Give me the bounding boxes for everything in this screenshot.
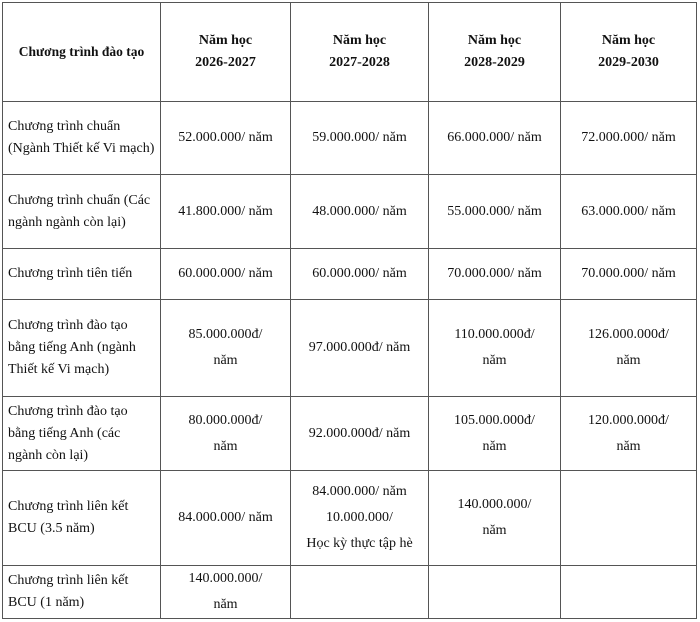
- fee-cell-year-1: [161, 566, 291, 619]
- fee-line: 52.000.000/ năm: [178, 130, 273, 145]
- fee-cell-year-2: [291, 102, 429, 175]
- header-year-range: 2028-2029: [464, 55, 525, 70]
- fee-line: 66.000.000/ năm: [447, 130, 542, 145]
- fee-cell-year-1: [161, 397, 291, 471]
- header-year-label: Năm học: [332, 33, 387, 48]
- fee-cell-year-4: [561, 471, 697, 566]
- header-program-label: Chương trình đào tạo: [18, 44, 145, 59]
- table-row: [3, 397, 697, 471]
- fee-line: 120.000.000đ/: [588, 412, 669, 428]
- fee-line: 10.000.000/: [326, 510, 393, 525]
- header-program: [3, 3, 161, 102]
- table-row: [3, 471, 697, 566]
- header-year-2028-2029: [429, 3, 561, 102]
- header-year-label: Năm học: [467, 33, 522, 48]
- fee-line: 84.000.000/ năm: [178, 510, 273, 525]
- fee-cell-year-4: [561, 566, 697, 619]
- fee-line: 55.000.000/ năm: [447, 203, 542, 219]
- program-name-cell: Chương trình chuẩn (Ngành Thiết kế Vi mạch): [3, 102, 161, 175]
- fee-line: năm: [482, 438, 507, 454]
- fee-cell-year-2: [291, 566, 429, 619]
- fee-cell-year-4: [561, 397, 697, 471]
- fee-cell-year-1: [161, 471, 291, 566]
- header-year-range: 2029-2030: [598, 55, 659, 70]
- program-name-cell: Chương trình tiên tiến: [3, 249, 161, 300]
- fee-cell-year-3: [429, 249, 561, 300]
- fee-cell-year-3: [429, 102, 561, 175]
- fee-cell-year-2: [291, 397, 429, 471]
- fee-line: 59.000.000/ năm: [312, 130, 407, 145]
- table-body: [3, 102, 697, 619]
- fee-line: năm: [213, 438, 238, 454]
- fee-cell-year-3: [429, 300, 561, 397]
- fee-line: năm: [482, 353, 507, 368]
- fee-cell-year-1: [161, 102, 291, 175]
- fee-line: 48.000.000/ năm: [312, 203, 407, 219]
- fee-line: năm: [616, 353, 641, 368]
- fee-line: 41.800.000/ năm: [178, 203, 273, 219]
- header-year-range: 2027-2028: [329, 55, 390, 70]
- fee-line: 110.000.000đ/: [454, 327, 535, 342]
- fee-line: 72.000.000/ năm: [581, 130, 676, 145]
- table-row: [3, 249, 697, 300]
- fee-line: 140.000.000/: [188, 571, 263, 586]
- fee-line: 63.000.000/ năm: [581, 203, 676, 219]
- fee-cell-year-4: [561, 300, 697, 397]
- tuition-fee-table: [2, 2, 697, 619]
- fee-cell-year-2: [291, 175, 429, 249]
- fee-line: 60.000.000/ năm: [312, 266, 407, 281]
- fee-cell-year-3: [429, 175, 561, 249]
- fee-line: năm: [213, 353, 238, 368]
- program-name-cell: Chương trình đào tạo bằng tiếng Anh (các ngành còn lại): [3, 397, 161, 471]
- fee-line: 70.000.000/ năm: [447, 266, 542, 281]
- fee-line: 105.000.000đ/: [454, 412, 535, 428]
- fee-cell-year-2: [291, 300, 429, 397]
- fee-line: năm: [482, 523, 507, 538]
- fee-cell-year-1: [161, 300, 291, 397]
- fee-line: 97.000.000đ/ năm: [308, 340, 411, 355]
- fee-cell-year-3: [429, 397, 561, 471]
- fee-cell-year-4: [561, 102, 697, 175]
- fee-cell-year-3: [429, 471, 561, 566]
- fee-line: 92.000.000đ/ năm: [308, 425, 411, 441]
- table-row: [3, 175, 697, 249]
- table-row: [3, 102, 697, 175]
- fee-line: 70.000.000/ năm: [581, 266, 676, 281]
- fee-cell-year-2: [291, 471, 429, 566]
- fee-cell-year-3: [429, 566, 561, 619]
- fee-line: 126.000.000đ/: [588, 327, 669, 342]
- program-name-cell: Chương trình liên kết BCU (1 năm): [3, 566, 161, 619]
- header-year-2027-2028: [291, 3, 429, 102]
- fee-cell-year-2: [291, 249, 429, 300]
- table-row: [3, 566, 697, 619]
- program-name-cell: Chương trình chuẩn (Các ngành ngành còn lại): [3, 175, 161, 249]
- header-year-2026-2027: [161, 3, 291, 102]
- fee-line: 85.000.000đ/: [188, 327, 263, 342]
- table-row: [3, 300, 697, 397]
- fee-line: 84.000.000/ năm: [312, 484, 407, 499]
- fee-line: năm: [213, 597, 238, 612]
- program-name-cell: Chương trình đào tạo bằng tiếng Anh (ngành Thiết kế Vi mạch): [3, 300, 161, 397]
- fee-line: 80.000.000đ/: [188, 412, 263, 428]
- fee-line: 140.000.000/: [457, 497, 532, 512]
- fee-cell-year-1: [161, 249, 291, 300]
- table-header-row: [3, 3, 697, 102]
- fee-line: năm: [616, 438, 641, 454]
- header-year-label: Năm học: [601, 33, 656, 48]
- header-year-label: Năm học: [198, 33, 253, 48]
- header-year-range: 2026-2027: [195, 55, 256, 70]
- fee-cell-year-1: [161, 175, 291, 249]
- fee-line: Học kỳ thực tập hè: [306, 536, 413, 551]
- header-year-2029-2030: [561, 3, 697, 102]
- fee-cell-year-4: [561, 175, 697, 249]
- fee-cell-year-4: [561, 249, 697, 300]
- fee-line: 60.000.000/ năm: [178, 266, 273, 281]
- program-name-cell: Chương trình liên kết BCU (3.5 năm): [3, 471, 161, 566]
